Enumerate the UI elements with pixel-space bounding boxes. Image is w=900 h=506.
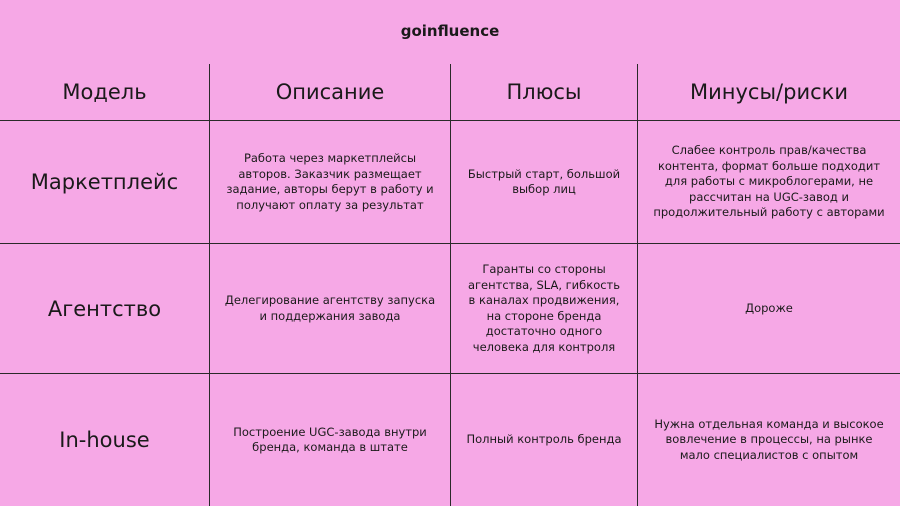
row-description: Построение UGC-завода внутри бренда, команда в штате — [210, 374, 451, 506]
row-pros: Полный контроль бренда — [451, 374, 638, 506]
comparison-table — [0, 64, 900, 506]
header-cons: Минусы/риски — [638, 64, 900, 121]
row-pros: Гаранты со стороны агентства, SLA, гибкость в каналах продвижения, на стороне бренда достаточно одного человека для контроля — [451, 244, 638, 374]
header-pros: Плюсы — [451, 64, 638, 121]
row-description: Делегирование агентству запуска и поддержания завода — [210, 244, 451, 374]
row-description: Работа через маркетплейсы авторов. Заказчик размещает задание, авторы берут в работу и получают оплату за результат — [210, 121, 451, 244]
header-model: Модель — [0, 64, 210, 121]
row-model-label: Агентство — [0, 244, 210, 374]
row-cons: Слабее контроль прав/качества контента, формат больше подходит для работы с микроблогерами, не рассчитан на UGC-завод и продолжительный работу с авторами — [638, 121, 900, 244]
row-model-label: Маркетплейс — [0, 121, 210, 244]
row-cons: Нужна отдельная команда и высокое вовлечение в процессы, на рынке мало специалистов с опытом — [654, 416, 884, 462]
brand-logo-text: goinfluence — [400, 22, 500, 40]
row-pros: Быстрый старт, большой выбор лиц — [451, 121, 638, 244]
row-cons: Дороже — [638, 244, 900, 374]
row-model-label: In-house — [0, 374, 210, 506]
header-description: Описание — [210, 64, 451, 121]
